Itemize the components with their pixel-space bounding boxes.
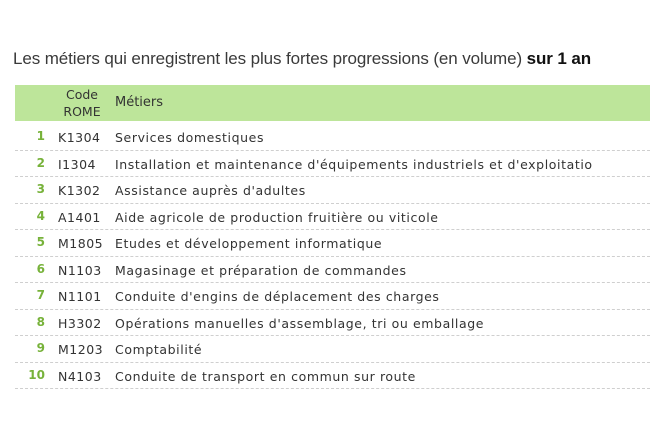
table-row — [15, 283, 650, 310]
row-rank: 7 — [36, 288, 45, 302]
table-row — [15, 310, 650, 337]
row-label: Conduite d'engins de déplacement des charges — [115, 289, 440, 304]
table-row — [15, 151, 650, 178]
row-code: A1401 — [58, 209, 101, 225]
title-main: Les métiers qui enregistrent les plus fortes progressions (en volume) — [13, 49, 527, 68]
row-code: M1203 — [58, 342, 104, 357]
row-code: H3302 — [58, 315, 102, 331]
row-rank: 4 — [36, 208, 45, 223]
row-label: Comptabilité — [115, 342, 203, 357]
row-label: Opérations manuelles d'assemblage, tri ou emballage — [115, 315, 485, 331]
table-header — [15, 85, 650, 121]
header-metiers: Métiers — [115, 95, 164, 110]
row-rank: 2 — [36, 155, 45, 170]
row-code: M1805 — [58, 236, 104, 251]
row-label: Installation et maintenance d'équipements industriels et d'exploitatio — [115, 156, 593, 172]
table-row — [15, 230, 650, 257]
header-code-line1: Code — [65, 87, 98, 102]
row-rank: 3 — [36, 182, 45, 196]
table-row — [15, 204, 650, 231]
row-label: Etudes et développement informatique — [115, 236, 383, 251]
title-bold: sur 1 an — [526, 49, 592, 68]
row-code: N1101 — [58, 289, 102, 304]
row-rank: 5 — [36, 235, 45, 249]
metiers-table — [15, 85, 650, 389]
table-row — [15, 177, 650, 204]
table-body — [15, 124, 650, 389]
row-code: K1304 — [58, 130, 101, 145]
table-row — [15, 124, 650, 151]
row-label: Assistance auprès d'adultes — [115, 183, 306, 198]
row-rank: 8 — [36, 314, 45, 329]
row-label: Aide agricole de production fruitière ou viticole — [115, 209, 439, 225]
table-row — [15, 257, 650, 284]
row-code: I1304 — [58, 156, 96, 172]
row-label: Services domestiques — [115, 130, 265, 145]
table-row — [15, 363, 650, 390]
row-label: Conduite de transport en commun sur route — [115, 368, 416, 384]
row-rank: 9 — [36, 341, 45, 355]
row-rank: 10 — [28, 367, 45, 382]
row-code: N4103 — [58, 368, 102, 384]
row-code: N1103 — [58, 262, 102, 278]
table-row — [15, 336, 650, 363]
row-label: Magasinage et préparation de commandes — [115, 262, 407, 278]
row-rank: 6 — [36, 261, 45, 276]
header-code-line2: ROME — [63, 104, 101, 119]
header-code-rome — [60, 86, 104, 120]
page-title — [13, 49, 591, 69]
row-rank: 1 — [36, 129, 45, 143]
row-code: K1302 — [58, 183, 101, 198]
